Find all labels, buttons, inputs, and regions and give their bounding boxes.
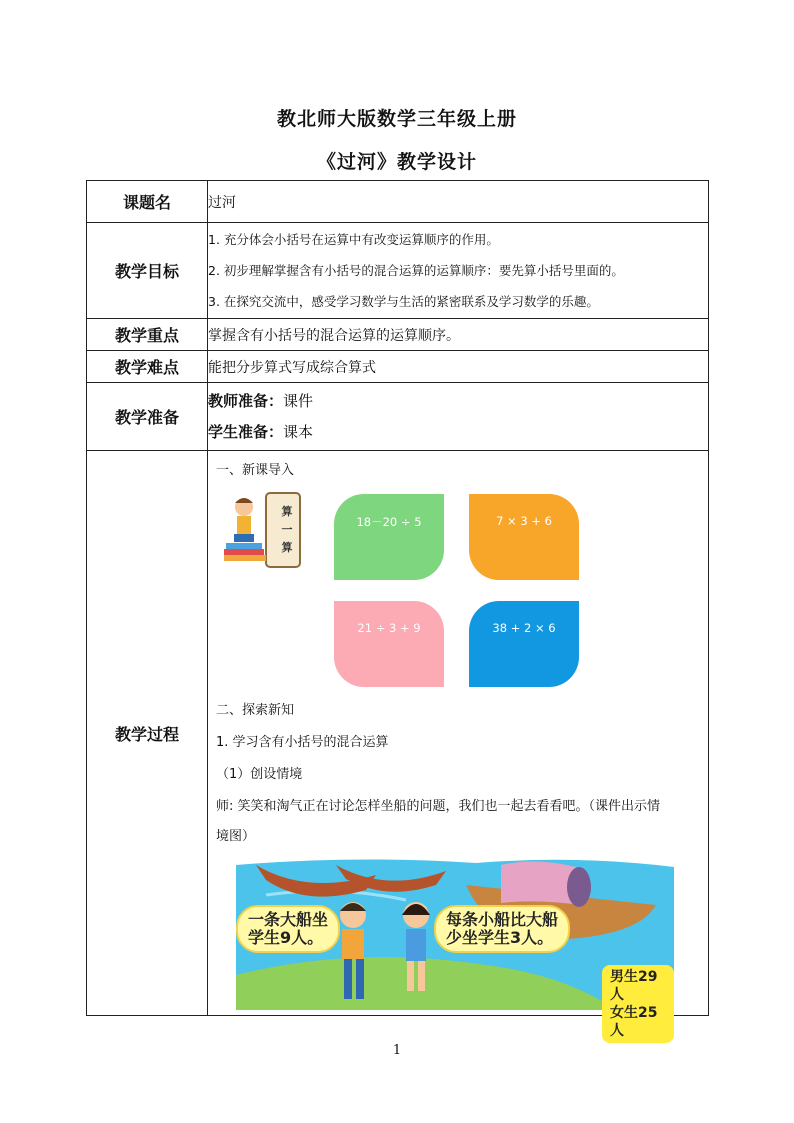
value-difficulty: 能把分步算式写成综合算式 [208, 351, 709, 383]
note-line2: 女生25人 [610, 1005, 658, 1039]
expression-card: 38 + 2 × 6 [469, 601, 579, 687]
expression-card: 21 ÷ 3 + 9 [334, 601, 444, 687]
bubble-right-line1: 每条小船比大船 [446, 910, 559, 929]
value-process [208, 451, 709, 1039]
teacher-text-line2: 境图） [216, 829, 256, 844]
teacher-prep-value: 课件 [283, 391, 314, 410]
document-title: 教北师大版数学三年级上册 [276, 108, 517, 130]
teacher-text-line1: 师: 笑笑和淘气正在讨论怎样坐船的问题，我们也一起去看看吧。（课件出示情 [216, 799, 661, 814]
section-explore: 二、探索新知 [216, 703, 295, 718]
bubble-right-line2: 少坐学生3人。 [446, 928, 554, 947]
speech-bubble-right [434, 905, 570, 953]
label-prep: 教学准备 [87, 383, 208, 451]
row-key [87, 319, 709, 351]
row-difficulty [87, 351, 709, 383]
value-goals [208, 223, 709, 319]
row-prep [87, 383, 709, 451]
bubble-left-line1: 一条大船坐 [248, 910, 329, 929]
expression-card: 7 × 3 + 6 [469, 494, 579, 580]
student-count-note [602, 965, 674, 1043]
value-key: 掌握含有小括号的混合运算的运算顺序。 [208, 319, 709, 351]
label-goals: 教学目标 [87, 223, 208, 319]
note-line1: 男生29人 [610, 969, 658, 1003]
speech-bubble-left [236, 905, 340, 953]
sign-text: 算一算 [281, 505, 293, 554]
label-key: 教学重点 [87, 319, 208, 351]
section-intro: 一、新课导入 [216, 463, 295, 478]
document-subtitle: 《过河》教学设计 [316, 151, 477, 173]
goal-item: 2. 初步理解掌握含有小括号的混合运算的运算顺序：要先算小括号里面的。 [208, 263, 624, 278]
bubble-left-line2: 学生9人。 [248, 928, 324, 947]
row-process [87, 451, 709, 1016]
label-process: 教学过程 [87, 451, 208, 1016]
step-1a: （1）创设情境 [216, 767, 303, 782]
label-topic: 课题名 [87, 181, 208, 223]
goal-item: 1. 充分体会小括号在运算中有改变运算顺序的作用。 [208, 232, 499, 247]
row-goals [87, 223, 709, 319]
river-scene-illustration [236, 855, 674, 1039]
label-difficulty: 教学难点 [87, 351, 208, 383]
page-number: 1 [392, 1043, 402, 1058]
value-topic: 过河 [208, 181, 709, 223]
step-1: 1. 学习含有小括号的混合运算 [216, 735, 389, 750]
student-prep-value: 课本 [283, 422, 314, 441]
teacher-prep-label: 教师准备： [208, 391, 284, 410]
row-topic [87, 181, 709, 223]
expression-card: 18－20 ÷ 5 [334, 494, 444, 580]
value-prep [208, 383, 709, 451]
lesson-plan-table [86, 180, 709, 1039]
goal-item: 3. 在探究交流中，感受学习数学与生活的紧密联系及学习数学的乐趣。 [208, 294, 599, 309]
student-prep-label: 学生准备： [208, 422, 284, 441]
